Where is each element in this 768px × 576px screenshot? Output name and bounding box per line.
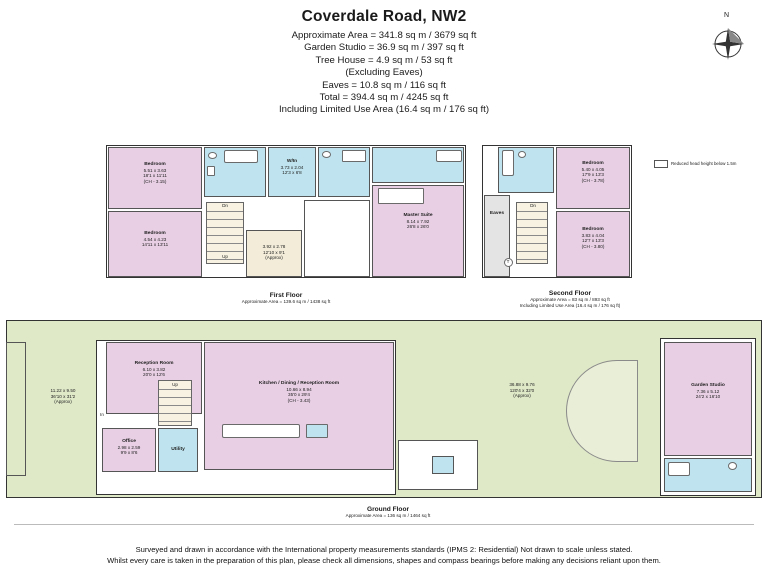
hob-icon <box>306 424 328 438</box>
master-furniture-icon <box>378 188 424 204</box>
tank-marker-label: T <box>506 259 510 264</box>
second-basin-icon <box>518 151 526 158</box>
summary-line-1: Approximate Area = 341.8 sq m / 3679 sq ft <box>291 30 477 41</box>
summary-line-2: Garden Studio = 36.9 sq m / 397 sq ft <box>304 42 464 54</box>
page-title: Coverdale Road, NW2 <box>301 8 467 25</box>
bathtub-fixture-2 <box>436 150 462 162</box>
footer <box>0 544 768 566</box>
room-utility-label: Utility <box>171 447 185 452</box>
rear-wc <box>432 456 454 474</box>
left-plot-dims-label: 11.22 x 9.50 36'10 x 31'2 (Approx) <box>50 388 76 405</box>
room-garden-studio-label: Garden Studio 7.36 x 5.12 24'2 x 16'10 <box>691 383 725 400</box>
studio-shower-icon <box>668 462 690 476</box>
compass-north-label: N <box>724 12 730 19</box>
footer-divider <box>14 524 754 525</box>
room-rear-approx-label: 3.92 x 2.78 12'10 x 9'1 (Approx) <box>262 244 286 261</box>
second-floor-plan <box>482 140 662 290</box>
room-bedroom-1-label: Bedroom 5.51 x 3.63 18'1 x 11'11 (CH - 3.15) <box>143 162 167 184</box>
ensuite-basin-icon <box>322 151 331 158</box>
basin-fixture <box>208 152 217 159</box>
summary-line-7: Including Limited Use Area (16.4 sq m / 176 sq ft) <box>278 104 490 116</box>
shower-fixture <box>342 150 366 162</box>
summary-line-3: Tree House = 4.9 sq m / 53 sq ft <box>315 54 453 66</box>
stair-up-label-first: Up <box>222 254 228 259</box>
compass-icon <box>706 12 750 66</box>
stair-down-label-second: Dn <box>530 203 536 208</box>
studio-basin-icon <box>728 462 737 470</box>
room-kitchen-dining-reception-label: Kitchen / Dining / Reception Room 10.66 x 8.94 35'0 x 29'4 (CH - 3.43) <box>258 381 340 403</box>
room-bedroom-3-label: Bedroom 5.40 x 4.05 17'9 x 13'3 (CH - 3.78) <box>581 161 605 183</box>
room-bedroom-4-label: Bedroom 3.83 x 4.04 12'7 x 13'3 (CH - 3.80) <box>581 227 605 249</box>
plot-left-boundary <box>6 342 26 476</box>
bathtub-fixture <box>224 150 258 163</box>
ground-floor-plan <box>6 320 762 505</box>
stair-down-label-first: Dn <box>222 203 228 208</box>
legend-reduced-headroom <box>654 160 754 168</box>
bathtub-fixture-3 <box>502 150 514 176</box>
first-floor-caption: First Floor Approximate Area = 139.6 sq m / 1438 sq ft <box>241 292 331 304</box>
wc-fixture <box>207 166 215 176</box>
room-eaves-label: Eaves <box>489 211 505 216</box>
stair-up-label-ground: Up <box>172 382 178 387</box>
garden-dims-label: 36.88 x 9.76 120'4 x 32'0 (Approx) <box>509 382 535 399</box>
summary-line-6: Total = 394.4 sq m / 4245 sq ft <box>319 92 449 104</box>
room-office-label: Office 2.98 x 2.59 9'9 x 8'6 <box>117 439 141 456</box>
second-floor-caption: Second Floor Approximate Area = 83 sq m / 893 sq ft Including Limited Use Area (16.4 sq m / 176 sq ft) <box>519 290 621 308</box>
room-bedroom-2-label: Bedroom 4.54 x 4.23 14'11 x 13'11 <box>141 231 169 248</box>
summary-line-5: Eaves = 10.8 sq m / 116 sq ft <box>322 79 446 91</box>
staircase-second-floor <box>516 202 548 264</box>
header <box>0 8 768 117</box>
legend-label: Reduced head height below 1.5m <box>671 161 737 167</box>
kitchen-island-icon <box>222 424 300 438</box>
ground-floor-caption: Ground Floor Approximate Area = 136 sq m / 1464 sq ft <box>345 506 431 518</box>
room-reception-label: Reception Room 6.10 x 3.82 20'0 x 12'6 <box>134 361 174 378</box>
footer-line-2: Whilst every care is taken in the preparation of this plan, please check all dimensions, shapes and compass bearings before making any decisions reliant upon them. <box>107 556 661 565</box>
entrance-label: In <box>100 412 104 417</box>
hallway-first-floor <box>304 200 370 277</box>
footer-line-1: Surveyed and drawn in accordance with the International property measurements standards (IPMS 2: Residential) Not drawn to scale unless stated. <box>135 545 633 554</box>
room-walk-in-label: W/In 3.73 x 2.04 12'3 x 6'8 <box>280 159 304 176</box>
room-master-suite-label: Master Suite 8.14 x 7.92 26'8 x 26'0 <box>403 213 433 230</box>
room-kitchen-dining-reception <box>204 342 394 470</box>
summary-line-4: (Excluding Eaves) <box>345 67 423 79</box>
first-floor-plan <box>106 140 466 300</box>
